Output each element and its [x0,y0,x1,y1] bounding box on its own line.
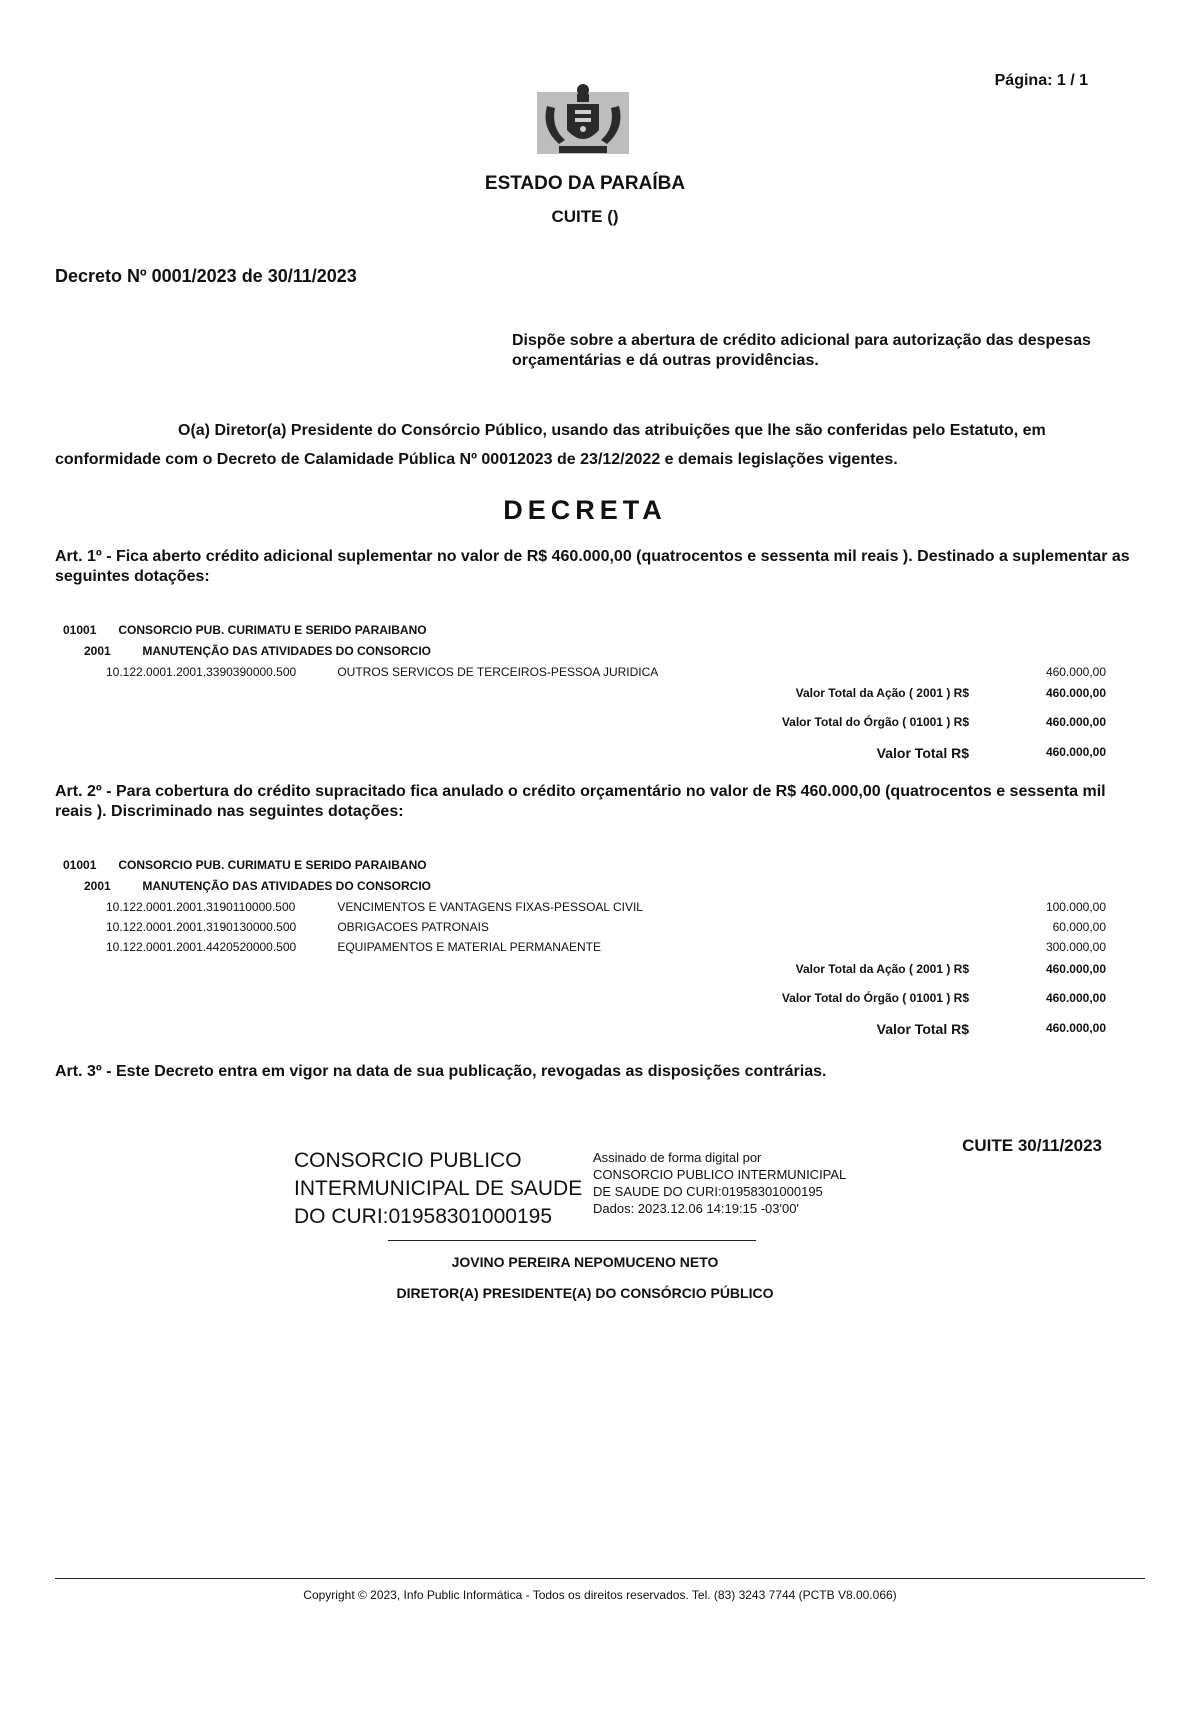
place-and-date: CUITE 30/11/2023 [962,1136,1102,1155]
item-description: EQUIPAMENTOS E MATERIAL PERMANAENTE [337,940,601,954]
signature-name-line: CONSORCIO PUBLICO [294,1149,522,1172]
total-label: Valor Total R$ [876,745,969,761]
footer-divider [55,1578,1145,1579]
decree-preamble: O(a) Diretor(a) Presidente do Consórcio Público, usando das atribuições que lhe são conferidas pelo Estatuto, em conformidade com o Decreto de Calamidade Pública Nº 00012023 de 23/12/2022 e demais legislações vigentes. [55,422,1046,468]
art2-item-row [106,920,1106,934]
art1-orgao [63,623,427,637]
signature-name-line: DO CURI:01958301000195 [294,1205,553,1228]
art1-acao-name: MANUTENÇÃO DAS ATIVIDADES DO CONSORCIO [142,644,432,658]
total-acao-value: 460.000,00 [1045,962,1106,976]
art2-orgao [63,858,427,872]
total-value: 460.000,00 [1045,745,1106,759]
art2-orgao-name: CONSORCIO PUB. CURIMATU E SERIDO PARAIBANO [118,858,427,872]
art1-acao-code: 2001 [84,644,111,658]
total-orgao-value: 460.000,00 [1045,991,1106,1005]
signature-info-line: CONSORCIO PUBLICO INTERMUNICIPAL [593,1167,847,1182]
total-acao-value: 460.000,00 [1045,686,1106,700]
item-code: 10.122.0001.2001.3390390000.500 [106,665,297,679]
total-acao-label: Valor Total da Ação ( 2001 ) R$ [795,962,969,976]
item-amount: 100.000,00 [1045,900,1106,914]
decree-ementa: Dispõe sobre a abertura de crédito adicional para autorização das despesas orçamentárias e dá outras providências. [512,332,1091,369]
art2-item-row [106,900,1106,914]
digital-signature-info [593,1149,873,1217]
signature-info-line: DE SAUDE DO CURI:01958301000195 [593,1184,823,1199]
footer-copyright: Copyright © 2023, Info Public Informática - Todos os direitos reservados. Tel. (83) 3243 7744 (PCTB V8.00.066) [303,1588,897,1602]
art2-acao-code: 2001 [84,879,111,893]
item-amount: 300.000,00 [1045,940,1106,954]
total-orgao-value: 460.000,00 [1045,715,1106,729]
art1-orgao-name: CONSORCIO PUB. CURIMATU E SERIDO PARAIBANO [118,623,427,637]
item-description: OBRIGACOES PATRONAIS [337,920,489,934]
total-acao-label: Valor Total da Ação ( 2001 ) R$ [795,686,969,700]
item-code: 10.122.0001.2001.3190130000.500 [106,920,297,934]
art2-acao-name: MANUTENÇÃO DAS ATIVIDADES DO CONSORCIO [142,879,432,893]
total-orgao-label: Valor Total do Órgão ( 01001 ) R$ [781,991,969,1005]
total-orgao-label: Valor Total do Órgão ( 01001 ) R$ [781,715,969,729]
art2-acao [84,879,431,893]
signer-name: JOVINO PEREIRA NEPOMUCENO NETO [451,1254,719,1270]
page-number: Página: 1 / 1 [994,72,1088,89]
item-description: OUTROS SERVICOS DE TERCEIROS-PESSOA JURIDICA [337,665,659,679]
art1-acao [84,644,431,658]
item-description: VENCIMENTOS E VANTAGENS FIXAS-PESSOAL CIVIL [337,900,643,914]
digital-signature-name [294,1147,594,1231]
item-code: 10.122.0001.2001.3190110000.500 [106,900,296,914]
state-coat-of-arms-icon [537,82,629,162]
signature-info-line: Assinado de forma digital por [593,1150,762,1165]
state-name: ESTADO DA PARAÍBA [484,173,686,194]
signature-line [388,1240,756,1241]
art2-item-row [106,940,1106,954]
signer-role: DIRETOR(A) PRESIDENTE(A) DO CONSÓRCIO PÚBLICO [396,1285,774,1301]
art1-orgao-code: 01001 [63,623,97,637]
city-name: CUITE () [551,207,619,226]
art1-item-row [106,665,1106,679]
item-amount: 60.000,00 [1052,920,1106,934]
signature-name-line: INTERMUNICIPAL DE SAUDE [294,1177,583,1200]
signature-info-line: Dados: 2023.12.06 14:19:15 -03'00' [593,1201,799,1216]
decree-title: Decreto Nº 0001/2023 de 30/11/2023 [55,266,357,286]
item-amount: 460.000,00 [1045,665,1106,679]
article-1-text: Art. 1º - Fica aberto crédito adicional suplementar no valor de R$ 460.000,00 (quatrocentos e sessenta mil reais ). Destinado a suplementar as seguintes dotações: [55,548,1130,585]
total-value: 460.000,00 [1045,1021,1106,1035]
decreta-heading: DECRETA [503,495,667,525]
item-code: 10.122.0001.2001.4420520000.500 [106,940,297,954]
total-label: Valor Total R$ [876,1021,969,1037]
article-3-text: Art. 3º - Este Decreto entra em vigor na data de sua publicação, revogadas as disposições contrárias. [55,1063,827,1080]
art2-orgao-code: 01001 [63,858,97,872]
article-2-text: Art. 2º - Para cobertura do crédito supracitado fica anulado o crédito orçamentário no valor de R$ 460.000,00 (quatrocentos e sessenta mil reais ). Discriminado nas seguintes dotações: [55,783,1106,820]
